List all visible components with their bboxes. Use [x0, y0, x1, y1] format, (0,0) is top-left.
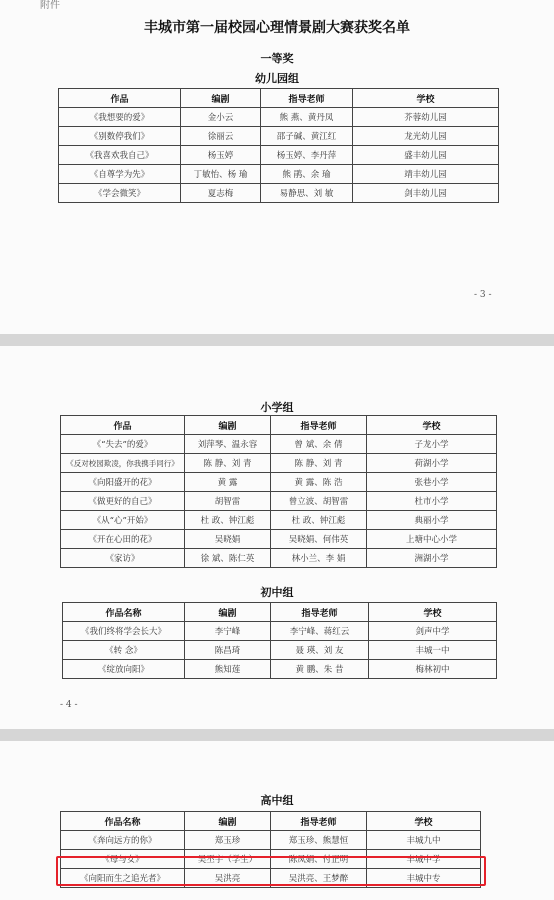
work-cell: 《从“心”开始》	[61, 511, 185, 530]
column-header-work: 作品	[59, 89, 181, 108]
teacher-cell: 陈 静、刘 青	[271, 454, 367, 473]
screenwriter-cell: 陈昌琦	[185, 641, 271, 660]
table-header-row	[61, 416, 497, 435]
screenwriter-cell: 杨玉婷	[181, 146, 261, 165]
column-header-school: 学校	[367, 416, 497, 435]
table-header-row	[61, 812, 481, 831]
screenwriter-cell: 黄 露	[185, 473, 271, 492]
screenwriter-cell: 熊知莲	[185, 660, 271, 679]
work-cell: 《学会微笑》	[59, 184, 181, 203]
work-cell: 《“失去”的爱》	[61, 435, 185, 454]
junior-table	[62, 602, 497, 679]
teacher-cell: 林小兰、李 娟	[271, 549, 367, 568]
table-row	[59, 165, 499, 184]
column-header-teacher: 指导老师	[271, 812, 367, 831]
school-cell: 洲湖小学	[367, 549, 497, 568]
table-header-row	[59, 89, 499, 108]
screenwriter-cell: 刘萍琴、温永容	[185, 435, 271, 454]
teacher-cell: 李宁峰、蒋红云	[271, 622, 369, 641]
teacher-cell: 黄 鹏、朱 昔	[271, 660, 369, 679]
school-cell: 典丽小学	[367, 511, 497, 530]
work-cell: 《向阳盛开的花》	[61, 473, 185, 492]
document-page-1	[0, 0, 554, 334]
table-row	[61, 454, 497, 473]
table-row	[63, 641, 497, 660]
teacher-cell: 杜 政、钟江彪	[271, 511, 367, 530]
work-cell: 《向阳而生之追光者》	[61, 869, 185, 888]
column-header-work-name: 作品名称	[63, 603, 185, 622]
school-cell: 上塘中心小学	[367, 530, 497, 549]
teacher-cell: 邵子碱、黄江红	[261, 127, 353, 146]
work-cell: 《反对校园欺凌，你我携手同行》	[61, 454, 185, 473]
award-level: 一等奖	[260, 52, 294, 65]
school-cell: 子龙小学	[367, 435, 497, 454]
screenwriter-cell: 徐丽云	[181, 127, 261, 146]
column-header-work-name: 作品名称	[61, 812, 185, 831]
screenwriter-cell: 金小云	[181, 108, 261, 127]
teacher-cell: 曾立波、胡智雷	[271, 492, 367, 511]
column-header-screenwriter: 编剧	[181, 89, 261, 108]
screenwriter-cell: 杜 政、钟江彪	[185, 511, 271, 530]
teacher-cell: 熊 鹃、余 瑜	[261, 165, 353, 184]
section-title-senior: 高中组	[260, 794, 294, 807]
section-title-kindergarten: 幼儿园组	[255, 72, 299, 85]
school-cell: 丰城一中	[369, 641, 497, 660]
work-cell: 《我们终将学会长大》	[63, 622, 185, 641]
school-cell: 丰城中学	[367, 850, 481, 869]
primary-table	[60, 415, 497, 568]
school-cell: 杜市小学	[367, 492, 497, 511]
school-cell: 梅林初中	[369, 660, 497, 679]
work-cell: 《我想要的爱》	[59, 108, 181, 127]
teacher-cell: 熊 燕、黄丹凤	[261, 108, 353, 127]
teacher-cell: 陈凤娟、付正明	[271, 850, 367, 869]
table-row	[61, 530, 497, 549]
school-cell: 盛丰幼儿园	[353, 146, 499, 165]
page-title: 丰城市第一届校园心理情景剧大赛获奖名单	[144, 20, 410, 36]
document-page-2	[0, 346, 554, 729]
table-row	[61, 511, 497, 530]
teacher-cell: 易静思、刘 敏	[261, 184, 353, 203]
work-cell: 《自尊学为先》	[59, 165, 181, 184]
work-cell: 《母与女》	[61, 850, 185, 869]
school-cell: 剑声中学	[369, 622, 497, 641]
school-cell: 张巷小学	[367, 473, 497, 492]
screenwriter-cell: 吴洪亮	[185, 869, 271, 888]
screenwriter-cell: 陈 静、刘 青	[185, 454, 271, 473]
table-row	[61, 831, 481, 850]
kindergarten-table	[58, 88, 499, 203]
page-number: - 3 -	[474, 290, 492, 300]
column-header-school: 学校	[367, 812, 481, 831]
work-cell: 《我喜欢我自己》	[59, 146, 181, 165]
column-header-screenwriter: 编剧	[185, 812, 271, 831]
column-header-teacher: 指导老师	[271, 416, 367, 435]
work-cell: 《转 念》	[63, 641, 185, 660]
column-header-screenwriter: 编剧	[185, 416, 271, 435]
screenwriter-cell: 徐 斌、陈仁英	[185, 549, 271, 568]
teacher-cell: 吴洪亮、王梦醉	[271, 869, 367, 888]
table-row	[61, 473, 497, 492]
page-number: - 4 -	[60, 700, 78, 710]
work-cell: 《奔向远方的你》	[61, 831, 185, 850]
column-header-screenwriter: 编剧	[185, 603, 271, 622]
work-cell: 《开在心田的花》	[61, 530, 185, 549]
table-row	[59, 127, 499, 146]
table-row	[59, 108, 499, 127]
screenwriter-cell: 吴丕宇（学生）	[185, 850, 271, 869]
column-header-school: 学校	[353, 89, 499, 108]
school-cell: 荷湖小学	[367, 454, 497, 473]
screenwriter-cell: 吴晓娟	[185, 530, 271, 549]
highlight-box	[56, 856, 486, 886]
teacher-cell: 黄 露、陈 浩	[271, 473, 367, 492]
attachment-label: 附件	[40, 0, 60, 11]
teacher-cell: 郑玉珍、熊慧恒	[271, 831, 367, 850]
school-cell: 龙光幼儿园	[353, 127, 499, 146]
section-title-primary: 小学组	[260, 401, 294, 414]
work-cell: 《做更好的自己》	[61, 492, 185, 511]
screenwriter-cell: 李宁峰	[185, 622, 271, 641]
teacher-cell: 吴晓娟、何伟英	[271, 530, 367, 549]
work-cell: 《家访》	[61, 549, 185, 568]
table-row	[59, 184, 499, 203]
school-cell: 靖丰幼儿园	[353, 165, 499, 184]
column-header-teacher: 指导老师	[261, 89, 353, 108]
column-header-teacher: 指导老师	[271, 603, 369, 622]
teacher-cell: 杨玉婷、李丹萍	[261, 146, 353, 165]
table-row	[63, 622, 497, 641]
screenwriter-cell: 郑玉珍	[185, 831, 271, 850]
table-header-row	[63, 603, 497, 622]
school-cell: 剑丰幼儿园	[353, 184, 499, 203]
column-header-work: 作品	[61, 416, 185, 435]
work-cell: 《别数停我们》	[59, 127, 181, 146]
screenwriter-cell: 丁敏怡、杨 瑜	[181, 165, 261, 184]
table-row	[63, 660, 497, 679]
school-cell: 芥蓉幼儿园	[353, 108, 499, 127]
school-cell: 丰城中专	[367, 869, 481, 888]
school-cell: 丰城九中	[367, 831, 481, 850]
work-cell: 《绽放向阳》	[63, 660, 185, 679]
teacher-cell: 聂 瑛、刘 友	[271, 641, 369, 660]
section-title-junior: 初中组	[260, 586, 294, 599]
column-header-school: 学校	[369, 603, 497, 622]
screenwriter-cell: 夏志梅	[181, 184, 261, 203]
screenwriter-cell: 胡智雷	[185, 492, 271, 511]
table-row	[61, 549, 497, 568]
table-row	[61, 492, 497, 511]
table-row	[61, 435, 497, 454]
document-page-3	[0, 741, 554, 900]
teacher-cell: 曾 斌、余 倩	[271, 435, 367, 454]
table-row	[59, 146, 499, 165]
